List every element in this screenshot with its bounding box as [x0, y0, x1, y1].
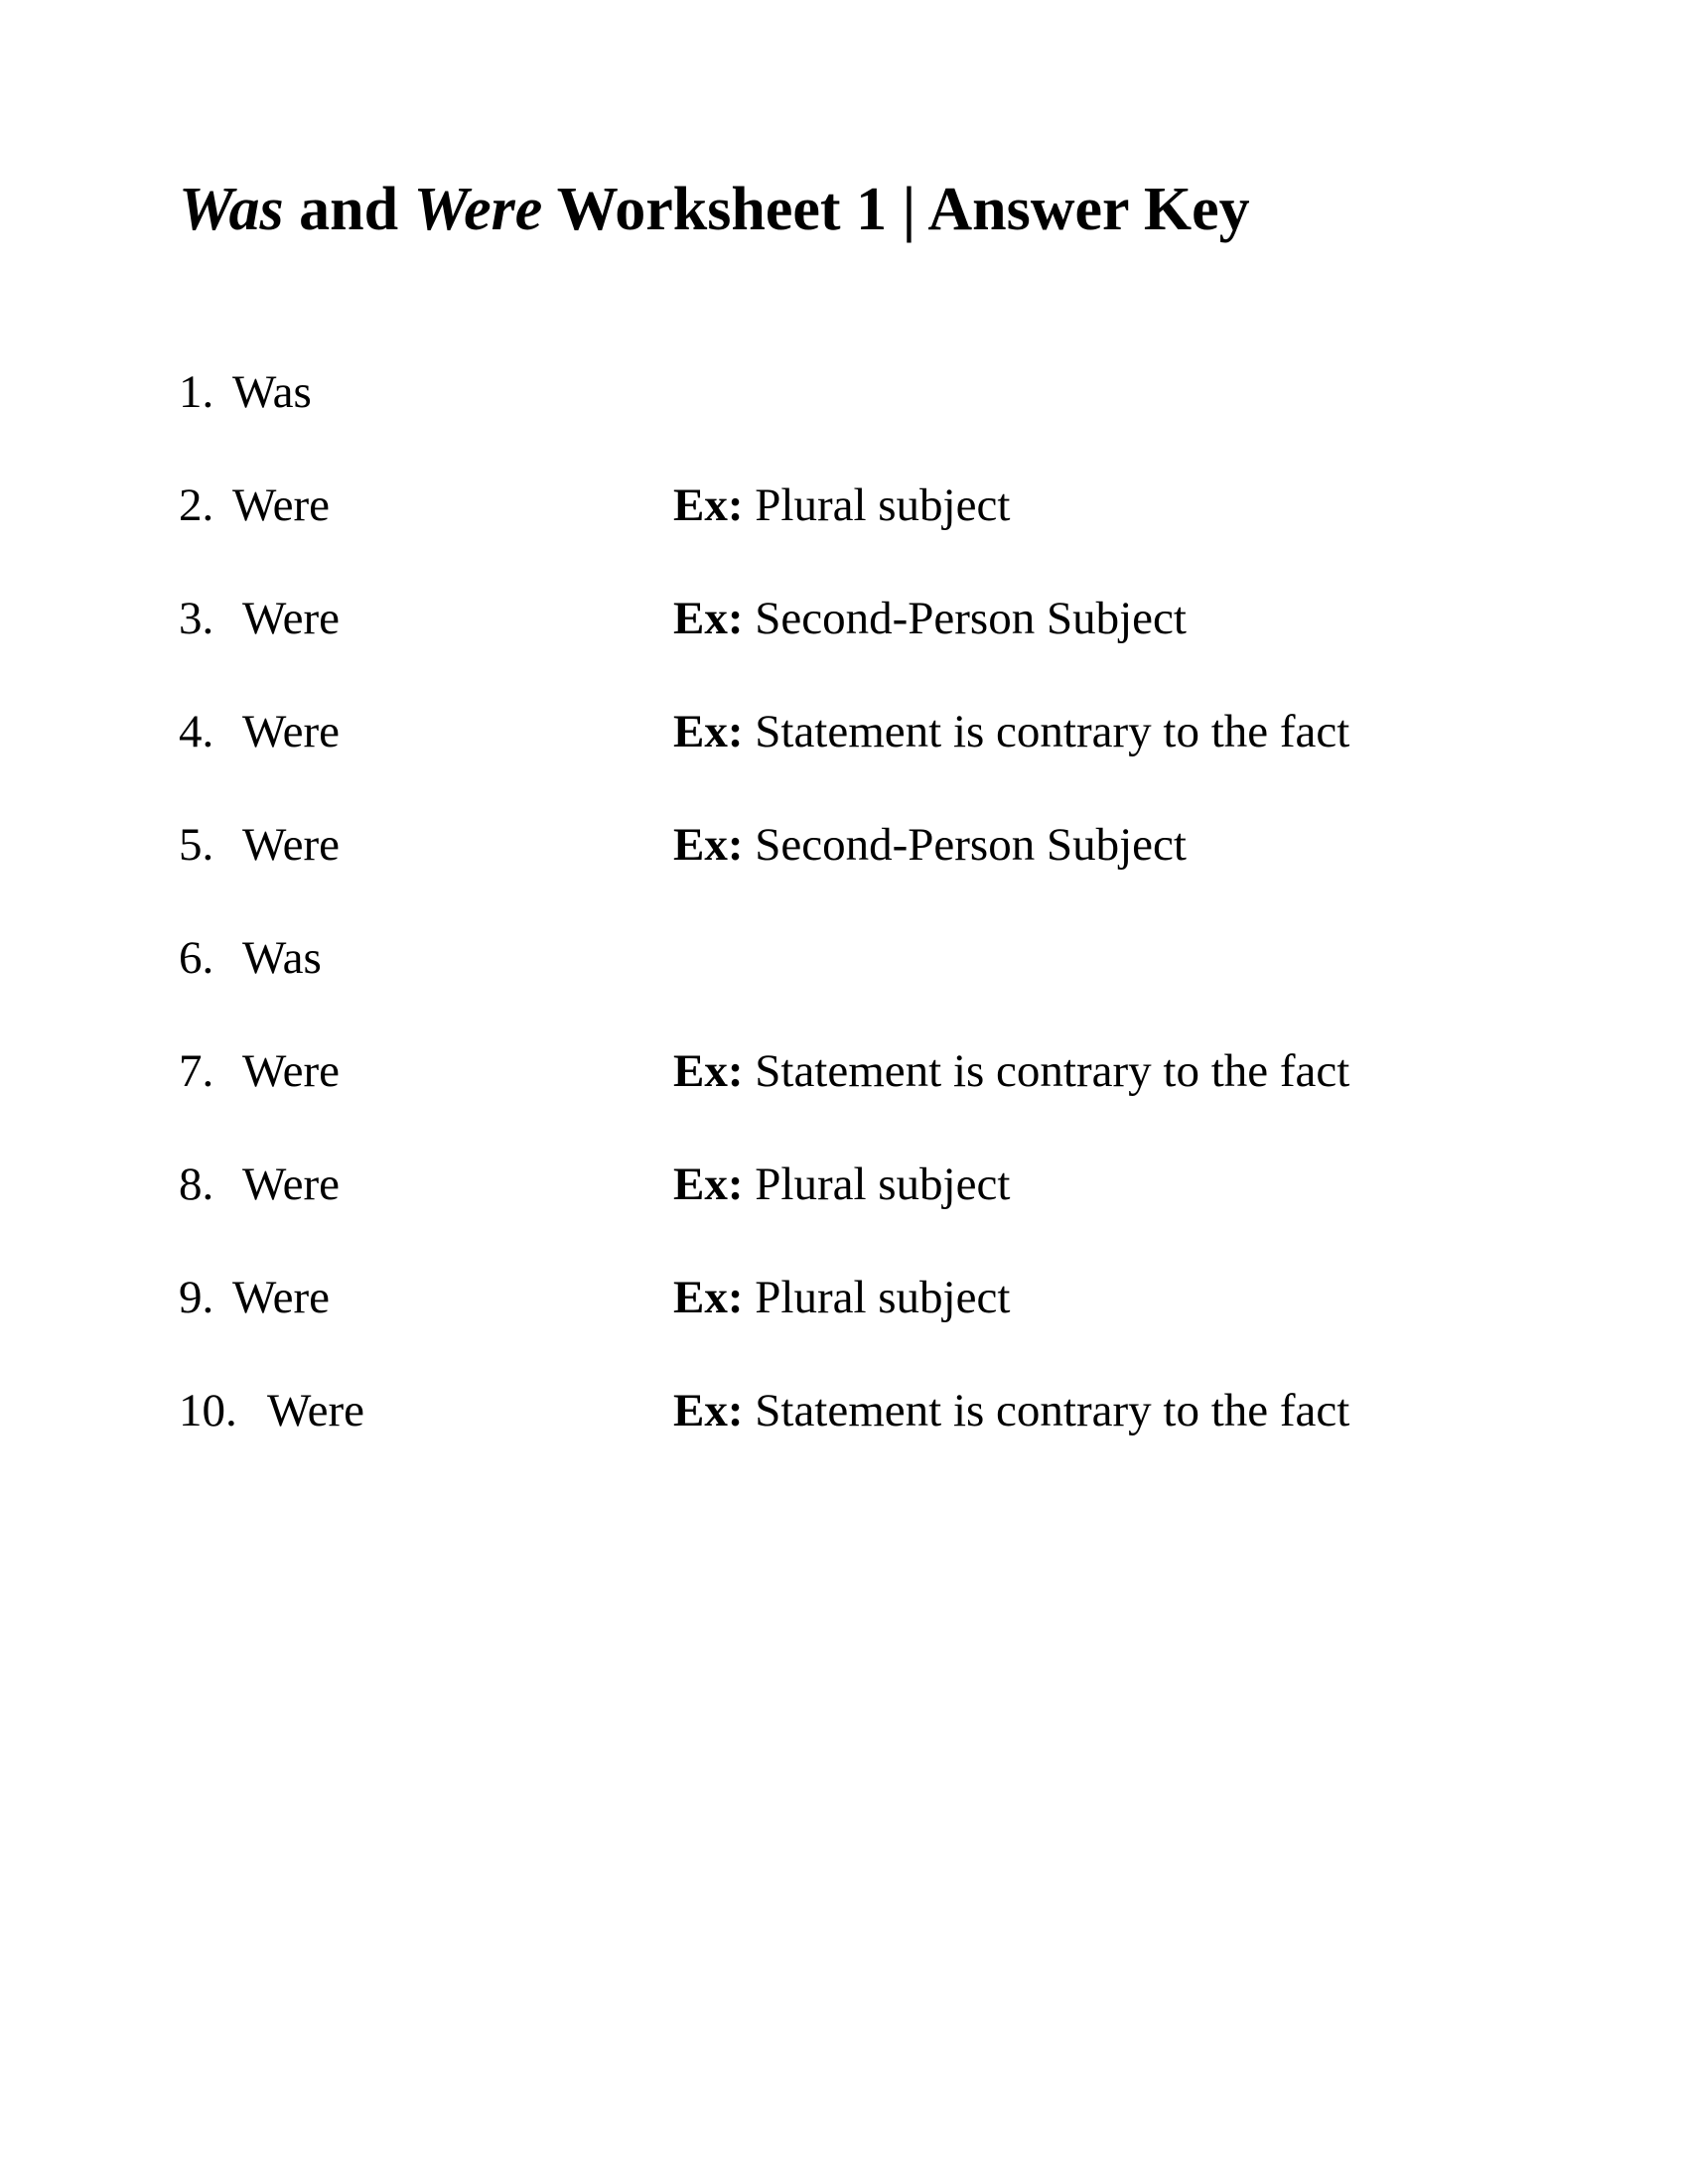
explanation-text: Statement is contrary to the fact	[755, 706, 1350, 757]
explanation-label: Ex:	[673, 1159, 744, 1210]
explanation-text: Second-Person Subject	[755, 593, 1187, 644]
answer-number: 6.	[179, 932, 214, 984]
answer-number: 5.	[179, 819, 214, 871]
explanation-label: Ex:	[673, 1045, 744, 1097]
answer-explanation	[673, 1268, 1010, 1327]
answer-row-10	[179, 1381, 1509, 1494]
title-suffix: Worksheet 1 | Answer Key	[542, 176, 1250, 243]
answer-number: 7.	[179, 1045, 214, 1097]
answer-explanation	[673, 1155, 1010, 1214]
answer-explanation	[673, 815, 1187, 875]
answer-number: 3.	[179, 593, 214, 644]
answer-word: Were	[242, 593, 340, 644]
answer-word: Was	[232, 366, 312, 418]
explanation-text: Plural subject	[755, 479, 1011, 531]
answer-word: Was	[242, 932, 322, 984]
answer-list	[179, 362, 1509, 1494]
explanation-text: Statement is contrary to the fact	[755, 1045, 1350, 1097]
answer-row-4	[179, 702, 1509, 815]
answer-number: 9.	[179, 1272, 214, 1323]
explanation-text: Second-Person Subject	[755, 819, 1187, 871]
explanation-text: Statement is contrary to the fact	[755, 1385, 1350, 1436]
explanation-label: Ex:	[673, 593, 744, 644]
answer-row-1	[179, 362, 1509, 476]
answer-word: Were	[232, 1272, 330, 1323]
answer-explanation	[673, 1381, 1349, 1440]
explanation-text: Plural subject	[755, 1272, 1011, 1323]
answer-number: 10.	[179, 1385, 237, 1436]
explanation-label: Ex:	[673, 479, 744, 531]
answer-word: Were	[242, 1159, 340, 1210]
answer-explanation	[673, 702, 1349, 761]
explanation-label: Ex:	[673, 706, 744, 757]
title-word-was: Was	[179, 176, 284, 243]
answer-word: Were	[242, 1045, 340, 1097]
explanation-label: Ex:	[673, 1272, 744, 1323]
title-word-were: Were	[413, 176, 543, 243]
worksheet-title	[179, 176, 1250, 243]
answer-row-5	[179, 815, 1509, 928]
answer-row-9	[179, 1268, 1509, 1381]
answer-row-8	[179, 1155, 1509, 1268]
answer-number: 4.	[179, 706, 214, 757]
answer-row-2	[179, 476, 1509, 589]
answer-word: Were	[267, 1385, 364, 1436]
title-connector: and	[283, 176, 414, 243]
answer-number: 1.	[179, 366, 214, 418]
answer-number: 8.	[179, 1159, 214, 1210]
answer-row-6	[179, 928, 1509, 1041]
explanation-label: Ex:	[673, 819, 744, 871]
answer-number: 2.	[179, 479, 214, 531]
answer-explanation	[673, 1041, 1349, 1101]
answer-explanation	[673, 476, 1010, 535]
answer-explanation	[673, 589, 1187, 648]
answer-word: Were	[232, 479, 330, 531]
answer-row-3	[179, 589, 1509, 702]
answer-row-7	[179, 1041, 1509, 1155]
answer-word: Were	[242, 819, 340, 871]
explanation-label: Ex:	[673, 1385, 744, 1436]
explanation-text: Plural subject	[755, 1159, 1011, 1210]
answer-word: Were	[242, 706, 340, 757]
